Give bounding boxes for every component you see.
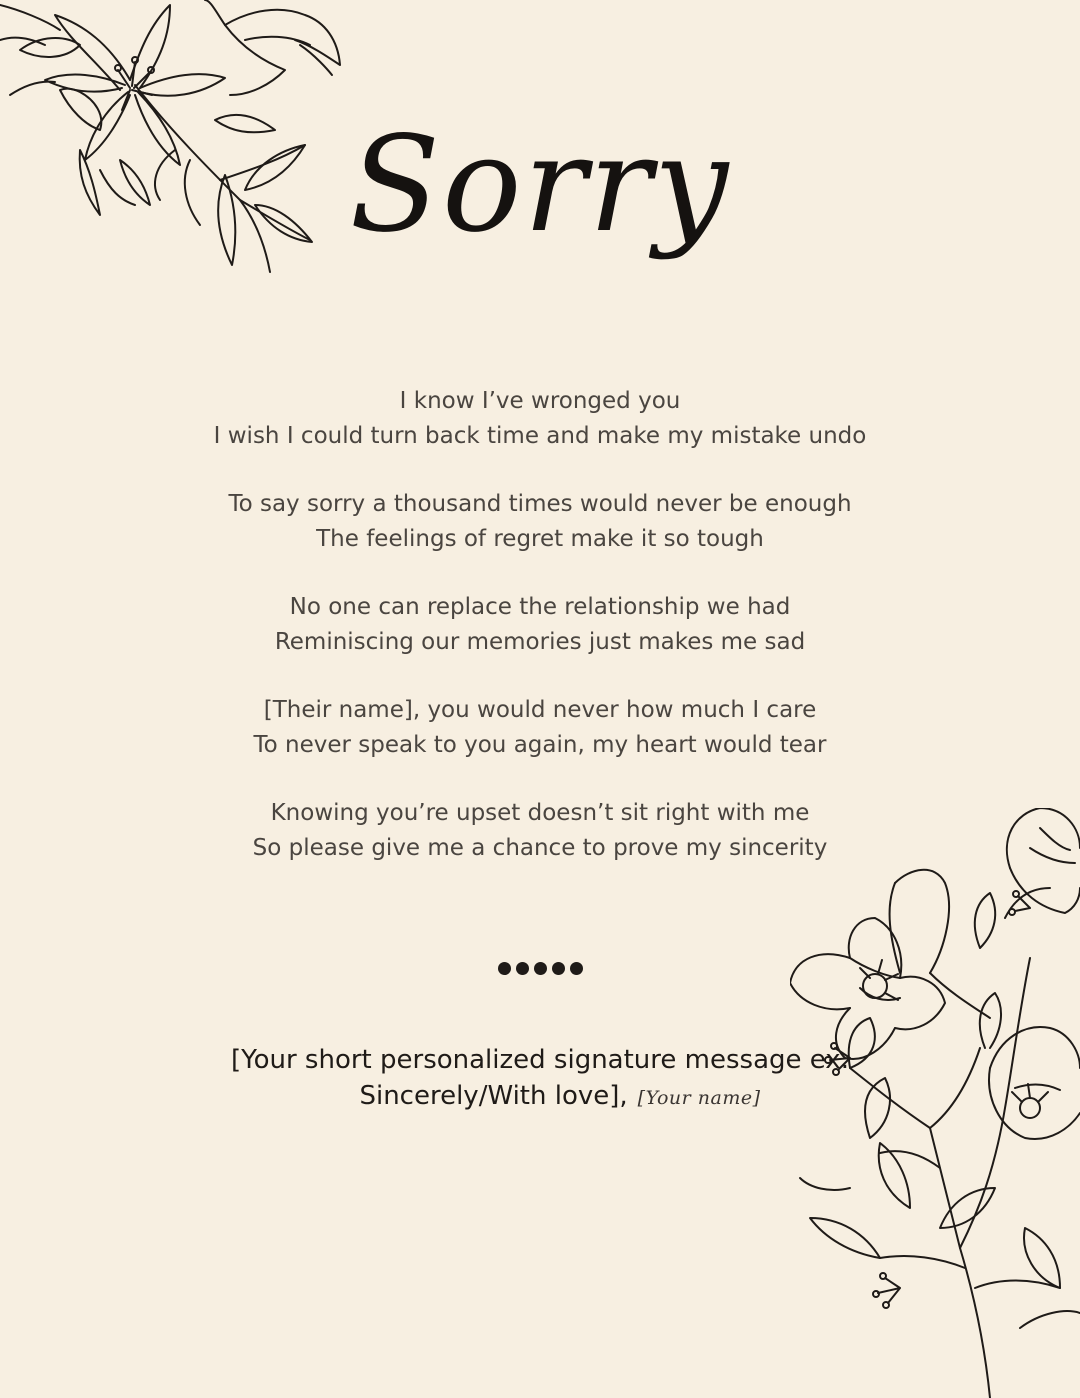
poppy-flowers-illustration xyxy=(790,808,1080,1398)
poem-line: So please give me a chance to prove my sincerity xyxy=(252,834,828,861)
poem-line: To say sorry a thousand times would never be enough xyxy=(228,491,852,517)
dot xyxy=(570,962,583,975)
poem-line: No one can replace the relationship we had xyxy=(289,594,791,620)
poem-line: Reminiscing our memories just makes me sad xyxy=(274,628,806,655)
page-title: Sorry xyxy=(349,108,731,262)
poem-line: The feelings of regret make it so tough xyxy=(316,525,764,552)
signature-message-line-1: [Your short personalized signature message ex. xyxy=(231,1045,849,1075)
poem-line: I know I’ve wronged you xyxy=(399,388,681,414)
poem-stanza xyxy=(0,384,1080,453)
poem-line: [Their name], you would never how much I care xyxy=(263,697,817,723)
poem-line: To never speak to you again, my heart would tear xyxy=(253,731,827,758)
poem-line: I wish I could turn back time and make my mistake undo xyxy=(213,422,867,449)
dot xyxy=(552,962,565,975)
signature-name: [Your name] xyxy=(637,1087,761,1109)
poem-stanza xyxy=(0,693,1080,762)
dot xyxy=(498,962,511,975)
poem-stanza xyxy=(0,590,1080,659)
dot xyxy=(534,962,547,975)
signature-closing: Sincerely/With love], xyxy=(359,1081,628,1111)
dot xyxy=(516,962,529,975)
poem-stanza xyxy=(0,487,1080,556)
poem-line: Knowing you’re upset doesn’t sit right with me xyxy=(270,800,810,826)
